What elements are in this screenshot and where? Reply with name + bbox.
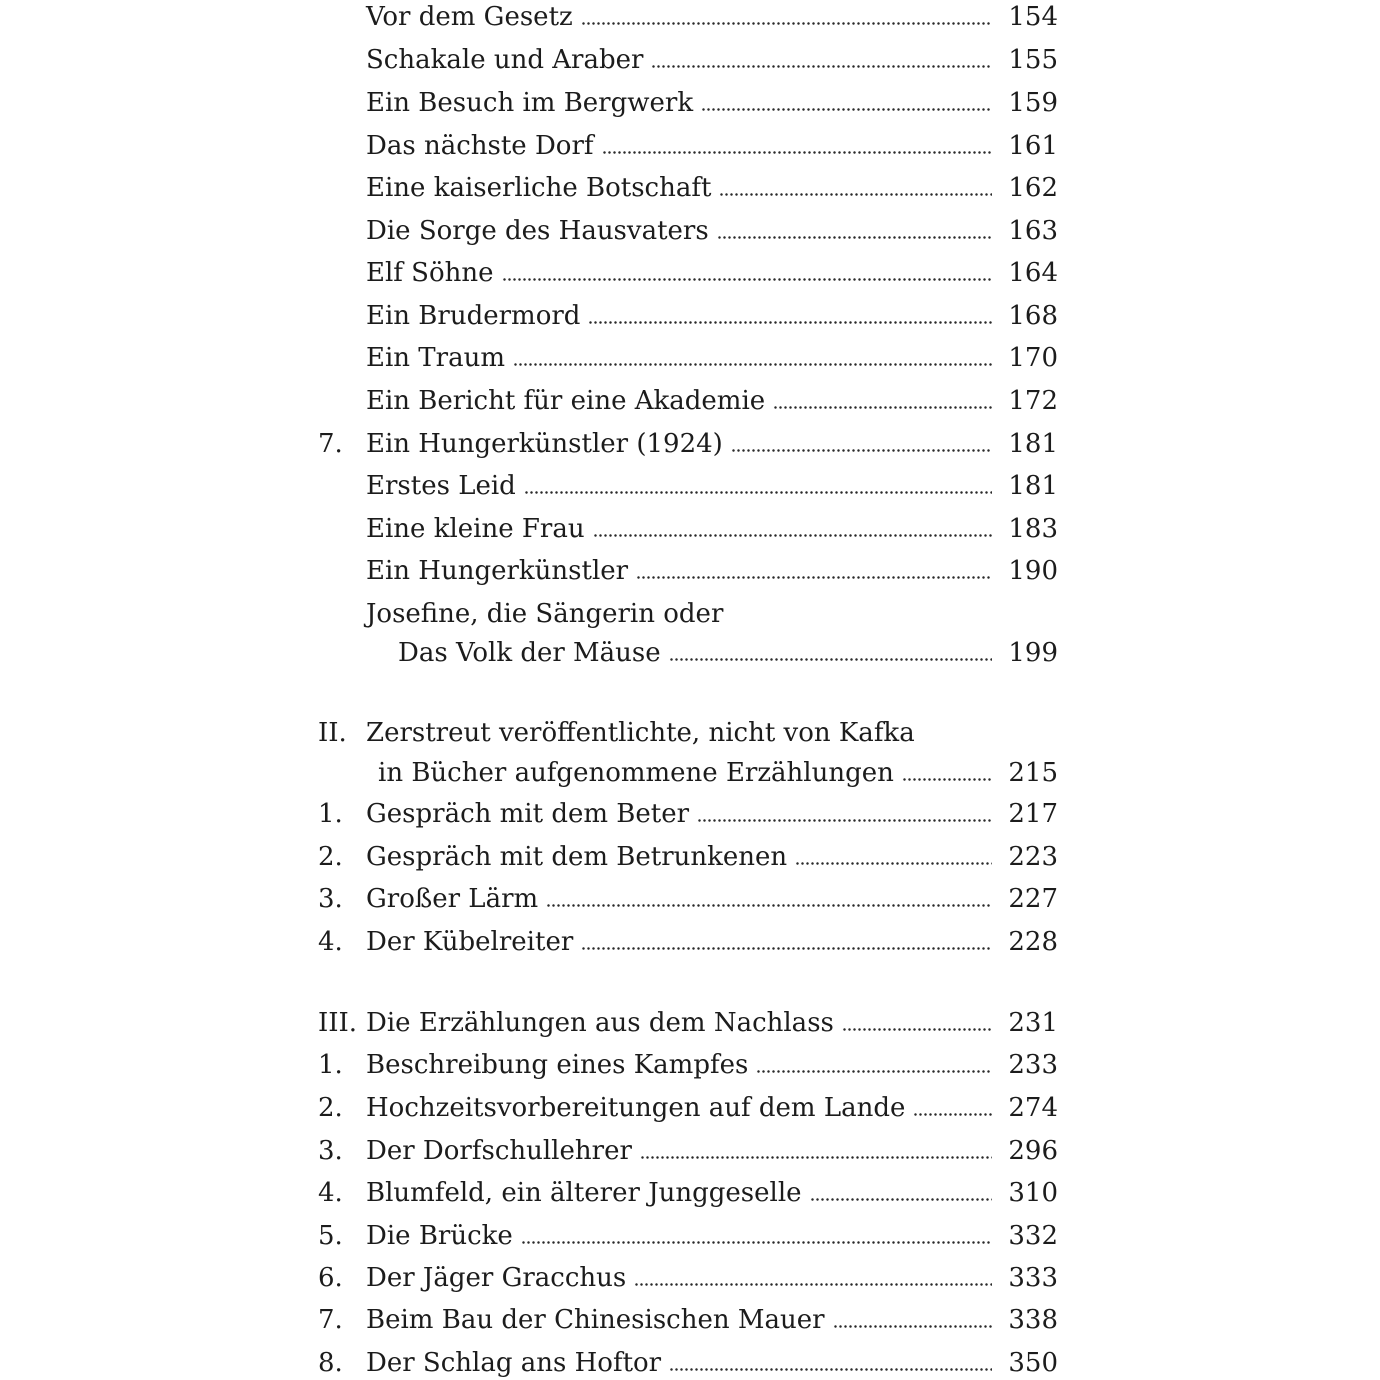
entry-number: 4. (318, 927, 343, 957)
entry-page-number: 233 (1008, 1050, 1058, 1080)
toc-entry (318, 1219, 1058, 1253)
entry-page-number: 199 (1008, 638, 1058, 668)
entry-number: 8. (318, 1348, 343, 1378)
entry-title: Blumfeld, ein älterer Junggeselle (366, 1178, 802, 1208)
toc-entry (318, 716, 1058, 750)
toc-entry (318, 256, 1058, 290)
toc-entry (318, 1091, 1058, 1125)
entry-number: 6. (318, 1263, 343, 1293)
entry-title: Ein Hungerkünstler (1924) (366, 429, 723, 459)
dot-leader (581, 22, 992, 25)
toc-entry (318, 1346, 1058, 1380)
entry-number: 1. (318, 1050, 343, 1080)
toc-entry (318, 0, 1058, 34)
toc-entry (318, 86, 1058, 120)
dot-leader (701, 108, 992, 111)
entry-title: Großer Lärm (366, 884, 539, 914)
toc-entry (318, 1134, 1058, 1168)
toc-entry-continuation (318, 636, 1058, 670)
dot-leader (513, 363, 992, 366)
entry-title: Der Schlag ans Hoftor (366, 1348, 662, 1378)
entry-title: Das nächste Dorf (366, 131, 594, 161)
entry-page-number: 223 (1008, 842, 1058, 872)
entry-title: Vor dem Gesetz (366, 2, 573, 32)
entry-number: 2. (318, 842, 343, 872)
toc-entry (318, 512, 1058, 546)
entry-title: Elf Söhne (366, 258, 494, 288)
entry-title: Hochzeitsvorbereitungen auf dem Lande (366, 1093, 906, 1123)
entry-title: Erstes Leid (366, 471, 516, 501)
entry-number: 3. (318, 1136, 343, 1166)
entry-title-continuation: in Bücher aufgenommene Erzählungen (378, 758, 894, 788)
toc-entry (318, 597, 1058, 631)
toc-entry (318, 129, 1058, 163)
entry-title: Schakale und Araber (366, 45, 644, 75)
entry-title: Gespräch mit dem Betrunkenen (366, 842, 788, 872)
entry-title: Der Dorfschullehrer (366, 1136, 632, 1166)
dot-leader (731, 449, 992, 452)
dot-leader (810, 1198, 992, 1201)
dot-leader (636, 576, 992, 579)
entry-number: 4. (318, 1178, 343, 1208)
dot-leader (546, 904, 992, 907)
toc-entry-continuation (318, 756, 1058, 790)
entry-page-number: 168 (1008, 301, 1058, 331)
toc-entry (318, 469, 1058, 503)
dot-leader (756, 1070, 992, 1073)
entry-page-number: 296 (1008, 1136, 1058, 1166)
entry-page-number: 231 (1008, 1008, 1058, 1038)
entry-title: Josefine, die Sängerin oder (366, 599, 724, 629)
toc-entry (318, 427, 1058, 461)
entry-title: Der Jäger Gracchus (366, 1263, 627, 1293)
entry-title: Der Kübelreiter (366, 927, 574, 957)
toc-entry (318, 1176, 1058, 1210)
entry-page-number: 274 (1008, 1093, 1058, 1123)
dot-leader (640, 1156, 992, 1159)
toc-entry (318, 1006, 1058, 1040)
dot-leader (634, 1283, 992, 1286)
dot-leader (502, 278, 992, 281)
dot-leader (795, 862, 992, 865)
entry-page-number: 310 (1008, 1178, 1058, 1208)
entry-page-number: 172 (1008, 386, 1058, 416)
dot-leader (697, 819, 992, 822)
entry-number: 7. (318, 429, 343, 459)
dot-leader (913, 1113, 992, 1116)
toc-entry (318, 171, 1058, 205)
entry-title: Eine kleine Frau (366, 514, 585, 544)
entry-page-number: 163 (1008, 216, 1058, 246)
dot-leader (669, 658, 992, 661)
toc-entry (318, 882, 1058, 916)
dot-leader (593, 534, 992, 537)
entry-title: Ein Bericht für eine Akademie (366, 386, 766, 416)
entry-number: III. (318, 1008, 358, 1038)
dot-leader (524, 491, 992, 494)
dot-leader (833, 1325, 992, 1328)
dot-leader (521, 1241, 992, 1244)
toc-entry (318, 840, 1058, 874)
entry-page-number: 155 (1008, 45, 1058, 75)
entry-page-number: 159 (1008, 88, 1058, 118)
dot-leader (669, 1368, 992, 1371)
toc-entry (318, 1303, 1058, 1337)
dot-leader (902, 778, 992, 781)
entry-number: 1. (318, 799, 343, 829)
entry-title: Beim Bau der Chinesischen Mauer (366, 1305, 825, 1335)
dot-leader (651, 65, 992, 68)
entry-page-number: 161 (1008, 131, 1058, 161)
entry-page-number: 181 (1008, 429, 1058, 459)
toc-entry (318, 797, 1058, 831)
entry-title: Eine kaiserliche Botschaft (366, 173, 712, 203)
entry-page-number: 154 (1008, 2, 1058, 32)
toc-entry (318, 554, 1058, 588)
entry-page-number: 217 (1008, 799, 1058, 829)
dot-leader (842, 1028, 992, 1031)
dot-leader (773, 406, 992, 409)
entry-page-number: 338 (1008, 1305, 1058, 1335)
entry-page-number: 332 (1008, 1221, 1058, 1251)
entry-title: Beschreibung eines Kampfes (366, 1050, 749, 1080)
entry-page-number: 164 (1008, 258, 1058, 288)
entry-number: 2. (318, 1093, 343, 1123)
entry-page-number: 162 (1008, 173, 1058, 203)
entry-title: Zerstreut veröffentlichte, nicht von Kafka (366, 718, 915, 748)
entry-title: Ein Traum (366, 343, 505, 373)
entry-page-number: 181 (1008, 471, 1058, 501)
entry-page-number: 215 (1008, 758, 1058, 788)
entry-number: 7. (318, 1305, 343, 1335)
entry-number: 5. (318, 1221, 343, 1251)
entry-page-number: 228 (1008, 927, 1058, 957)
toc-entry (318, 341, 1058, 375)
dot-leader (588, 321, 992, 324)
entry-title: Die Brücke (366, 1221, 513, 1251)
entry-page-number: 183 (1008, 514, 1058, 544)
entry-page-number: 190 (1008, 556, 1058, 586)
entry-title: Gespräch mit dem Beter (366, 799, 690, 829)
entry-page-number: 170 (1008, 343, 1058, 373)
entry-title: Ein Hungerkünstler (366, 556, 629, 586)
dot-leader (719, 193, 992, 196)
toc-entry (318, 384, 1058, 418)
entry-number: II. (318, 718, 347, 748)
toc-entry (318, 925, 1058, 959)
toc-entry (318, 1048, 1058, 1082)
entry-title: Ein Brudermord (366, 301, 581, 331)
entry-number: 3. (318, 884, 343, 914)
entry-title: Die Sorge des Hausvaters (366, 216, 709, 246)
entry-page-number: 350 (1008, 1348, 1058, 1378)
dot-leader (581, 947, 992, 950)
toc-entry (318, 43, 1058, 77)
entry-title: Ein Besuch im Bergwerk (366, 88, 694, 118)
entry-title-continuation: Das Volk der Mäuse (398, 638, 661, 668)
toc-entry (318, 214, 1058, 248)
entry-title: Die Erzählungen aus dem Nachlass (366, 1008, 834, 1038)
toc-entry (318, 1261, 1058, 1295)
entry-page-number: 227 (1008, 884, 1058, 914)
dot-leader (602, 151, 992, 154)
dot-leader (717, 236, 992, 239)
toc-entry (318, 299, 1058, 333)
entry-page-number: 333 (1008, 1263, 1058, 1293)
